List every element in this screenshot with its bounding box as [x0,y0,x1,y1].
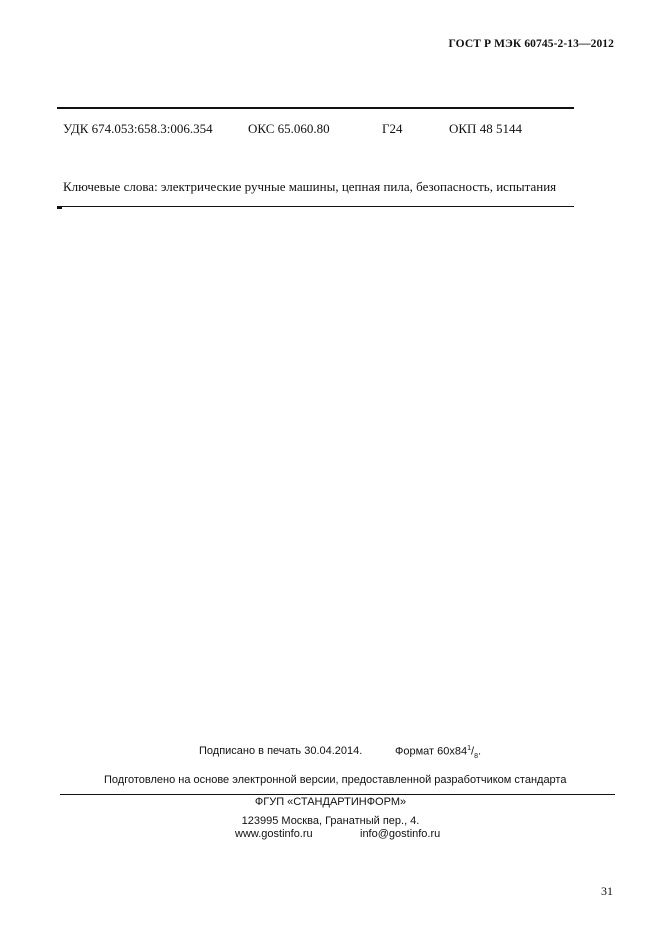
page-number: 31 [601,884,613,898]
publisher-name: ФГУП «СТАНДАРТИНФОРМ» [254,796,407,808]
prepared-note: Подготовлено на основе электронной версии, предоставленной разработчиком стандарта [104,774,567,786]
group-code: Г24 [382,121,403,136]
divider-tick [57,207,62,209]
top-divider [57,107,574,109]
format-denominator: 8 [474,752,478,760]
keywords-line: Ключевые слова: электрические ручные машины, цепная пила, безопасность, испытания [63,179,557,194]
format-suffix: . [477,745,482,758]
format-prefix: Формат 60х84 [395,745,468,758]
publisher-divider [60,794,615,795]
okp-code: ОКП 48 5144 [449,121,522,136]
standard-designation: ГОСТ Р МЭК 60745-2-13—2012 [448,38,614,50]
print-format: Формат $60х84^1/_8$. [395,745,482,760]
signed-for-print: Подписано в печать 30.04.2014. [199,745,363,757]
publisher-email: info@gostinfo.ru [360,828,441,840]
oks-code: ОКС 65.060.80 [248,121,330,136]
format-numerator: 1 [467,745,472,752]
udc-code: УДК 674.053:658.3:006.354 [63,121,213,136]
publisher-address: 123995 Москва, Гранатный пер., 4. [241,815,420,827]
publisher-website: www.gostinfo.ru [235,828,313,840]
bottom-divider [57,206,574,207]
